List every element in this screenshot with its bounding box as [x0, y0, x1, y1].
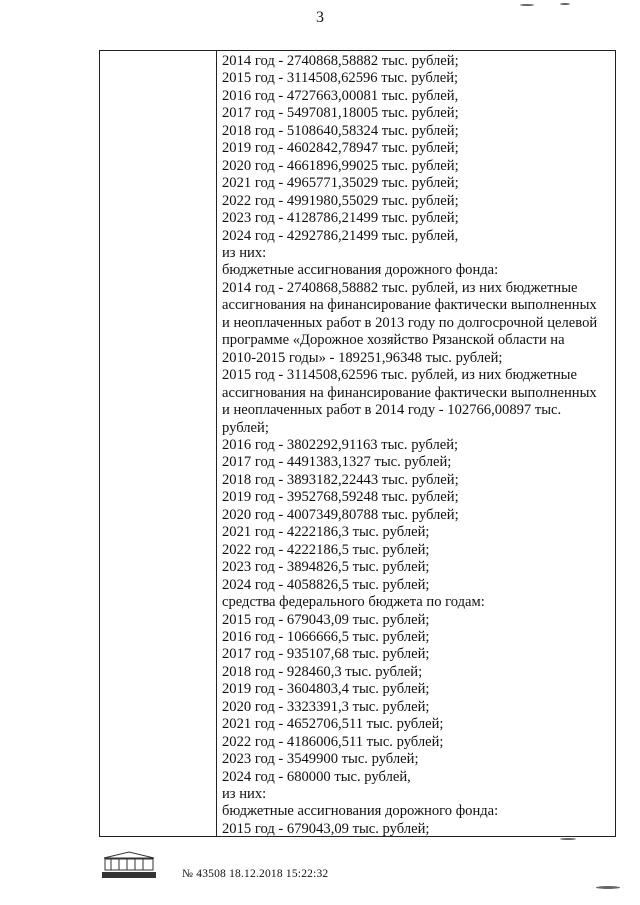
- funding-text-cell: [222, 53, 611, 838]
- text-line: 2022 год - 4222186,5 тыс. рублей;: [222, 541, 430, 558]
- text-line: 2016 год - 3802292,91163 тыс. рублей;: [222, 436, 459, 453]
- text-line: 2014 год - 2740868,58882 тыс. рублей;: [222, 53, 459, 69]
- text-line: 2015 год - 3114508,62596 тыс. рублей, из них бюджетные: [222, 367, 577, 384]
- text-line: 2015 год - 3114508,62596 тыс. рублей;: [222, 70, 459, 87]
- text-line: 2024 год - 4058826,5 тыс. рублей;: [222, 576, 430, 593]
- text-line: 2017 год - 4491383,1327 тыс. рублей;: [222, 454, 452, 471]
- text-line: 2019 год - 3604803,4 тыс. рублей;: [222, 681, 430, 698]
- text-line: 2017 год - 5497081,18005 тыс. рублей;: [222, 105, 459, 122]
- scan-artifact: [560, 3, 570, 5]
- text-line: 2015 год - 679043,09 тыс. рублей;: [222, 820, 430, 837]
- text-line: из них:: [222, 244, 267, 261]
- text-line: 2020 год - 4007349,80788 тыс. рублей;: [222, 506, 459, 523]
- registry-stamp-icon: [99, 850, 159, 880]
- text-line: и неоплаченных работ в 2014 году - 102766,00897 тыс.: [222, 402, 562, 419]
- text-line: 2022 год - 4991980,55029 тыс. рублей;: [222, 192, 459, 209]
- text-line: 2018 год - 5108640,58324 тыс. рублей;: [222, 122, 459, 139]
- page-number: 3: [316, 9, 324, 26]
- text-line: 2020 год - 4661896,99025 тыс. рублей;: [222, 157, 459, 174]
- text-line: 2019 год - 3952768,59248 тыс. рублей;: [222, 489, 459, 506]
- text-line: и неоплаченных работ в 2013 году по долгосрочной целевой: [222, 314, 598, 331]
- text-line: 2015 год - 679043,09 тыс. рублей;: [222, 611, 430, 628]
- text-line: 2014 год - 2740868,58882 тыс. рублей, из них бюджетные: [222, 279, 578, 296]
- text-line: 2023 год - 3894826,5 тыс. рублей;: [222, 559, 430, 576]
- text-line: 2010-2015 годы» - 189251,96348 тыс. рублей;: [222, 349, 503, 366]
- text-line: 2021 год - 4652706,511 тыс. рублей;: [222, 716, 444, 733]
- text-line: 2020 год - 3323391,3 тыс. рублей;: [222, 698, 430, 715]
- text-line: рублей;: [222, 419, 269, 436]
- text-line: средства федерального бюджета по годам:: [222, 594, 485, 611]
- text-line: 2019 год - 4602842,78947 тыс. рублей;: [222, 140, 459, 157]
- text-line: 2021 год - 4222186,3 тыс. рублей;: [222, 524, 430, 541]
- text-line: 2023 год - 4128786,21499 тыс. рублей;: [222, 210, 459, 227]
- text-line: 2023 год - 3549900 тыс. рублей;: [222, 751, 419, 768]
- scan-artifact: [520, 4, 534, 6]
- text-line: 2022 год - 4186006,511 тыс. рублей;: [222, 733, 444, 750]
- text-line: 2018 год - 3893182,22443 тыс. рублей;: [222, 471, 459, 488]
- registration-footer: № 43508 18.12.2018 15:22:32: [182, 868, 329, 880]
- text-line: программе «Дорожное хозяйство Рязанской области на: [222, 332, 565, 349]
- text-line: бюджетные ассигнования дорожного фонда:: [222, 803, 499, 820]
- text-line: 2021 год - 4965771,35029 тыс. рублей;: [222, 175, 459, 192]
- text-line: 2016 год - 1066666,5 тыс. рублей;: [222, 628, 430, 645]
- column-divider: [216, 51, 217, 836]
- scan-artifact: [596, 886, 620, 889]
- funding-table: [99, 50, 616, 837]
- text-line: 2024 год - 4292786,21499 тыс. рублей,: [222, 227, 459, 244]
- scan-artifact: [560, 838, 576, 840]
- text-line: ассигнования на финансирование фактически выполненных: [222, 384, 597, 401]
- text-line: 2018 год - 928460,3 тыс. рублей;: [222, 663, 423, 680]
- text-line: 2016 год - 4727663,00081 тыс. рублей,: [222, 87, 459, 104]
- text-line: ассигнования на финансирование фактически выполненных: [222, 297, 597, 314]
- text-line: из них:: [222, 786, 267, 803]
- text-line: 2017 год - 935107,68 тыс. рублей;: [222, 646, 430, 663]
- text-line: 2024 год - 680000 тыс. рублей,: [222, 768, 411, 785]
- text-line: бюджетные ассигнования дорожного фонда:: [222, 262, 499, 279]
